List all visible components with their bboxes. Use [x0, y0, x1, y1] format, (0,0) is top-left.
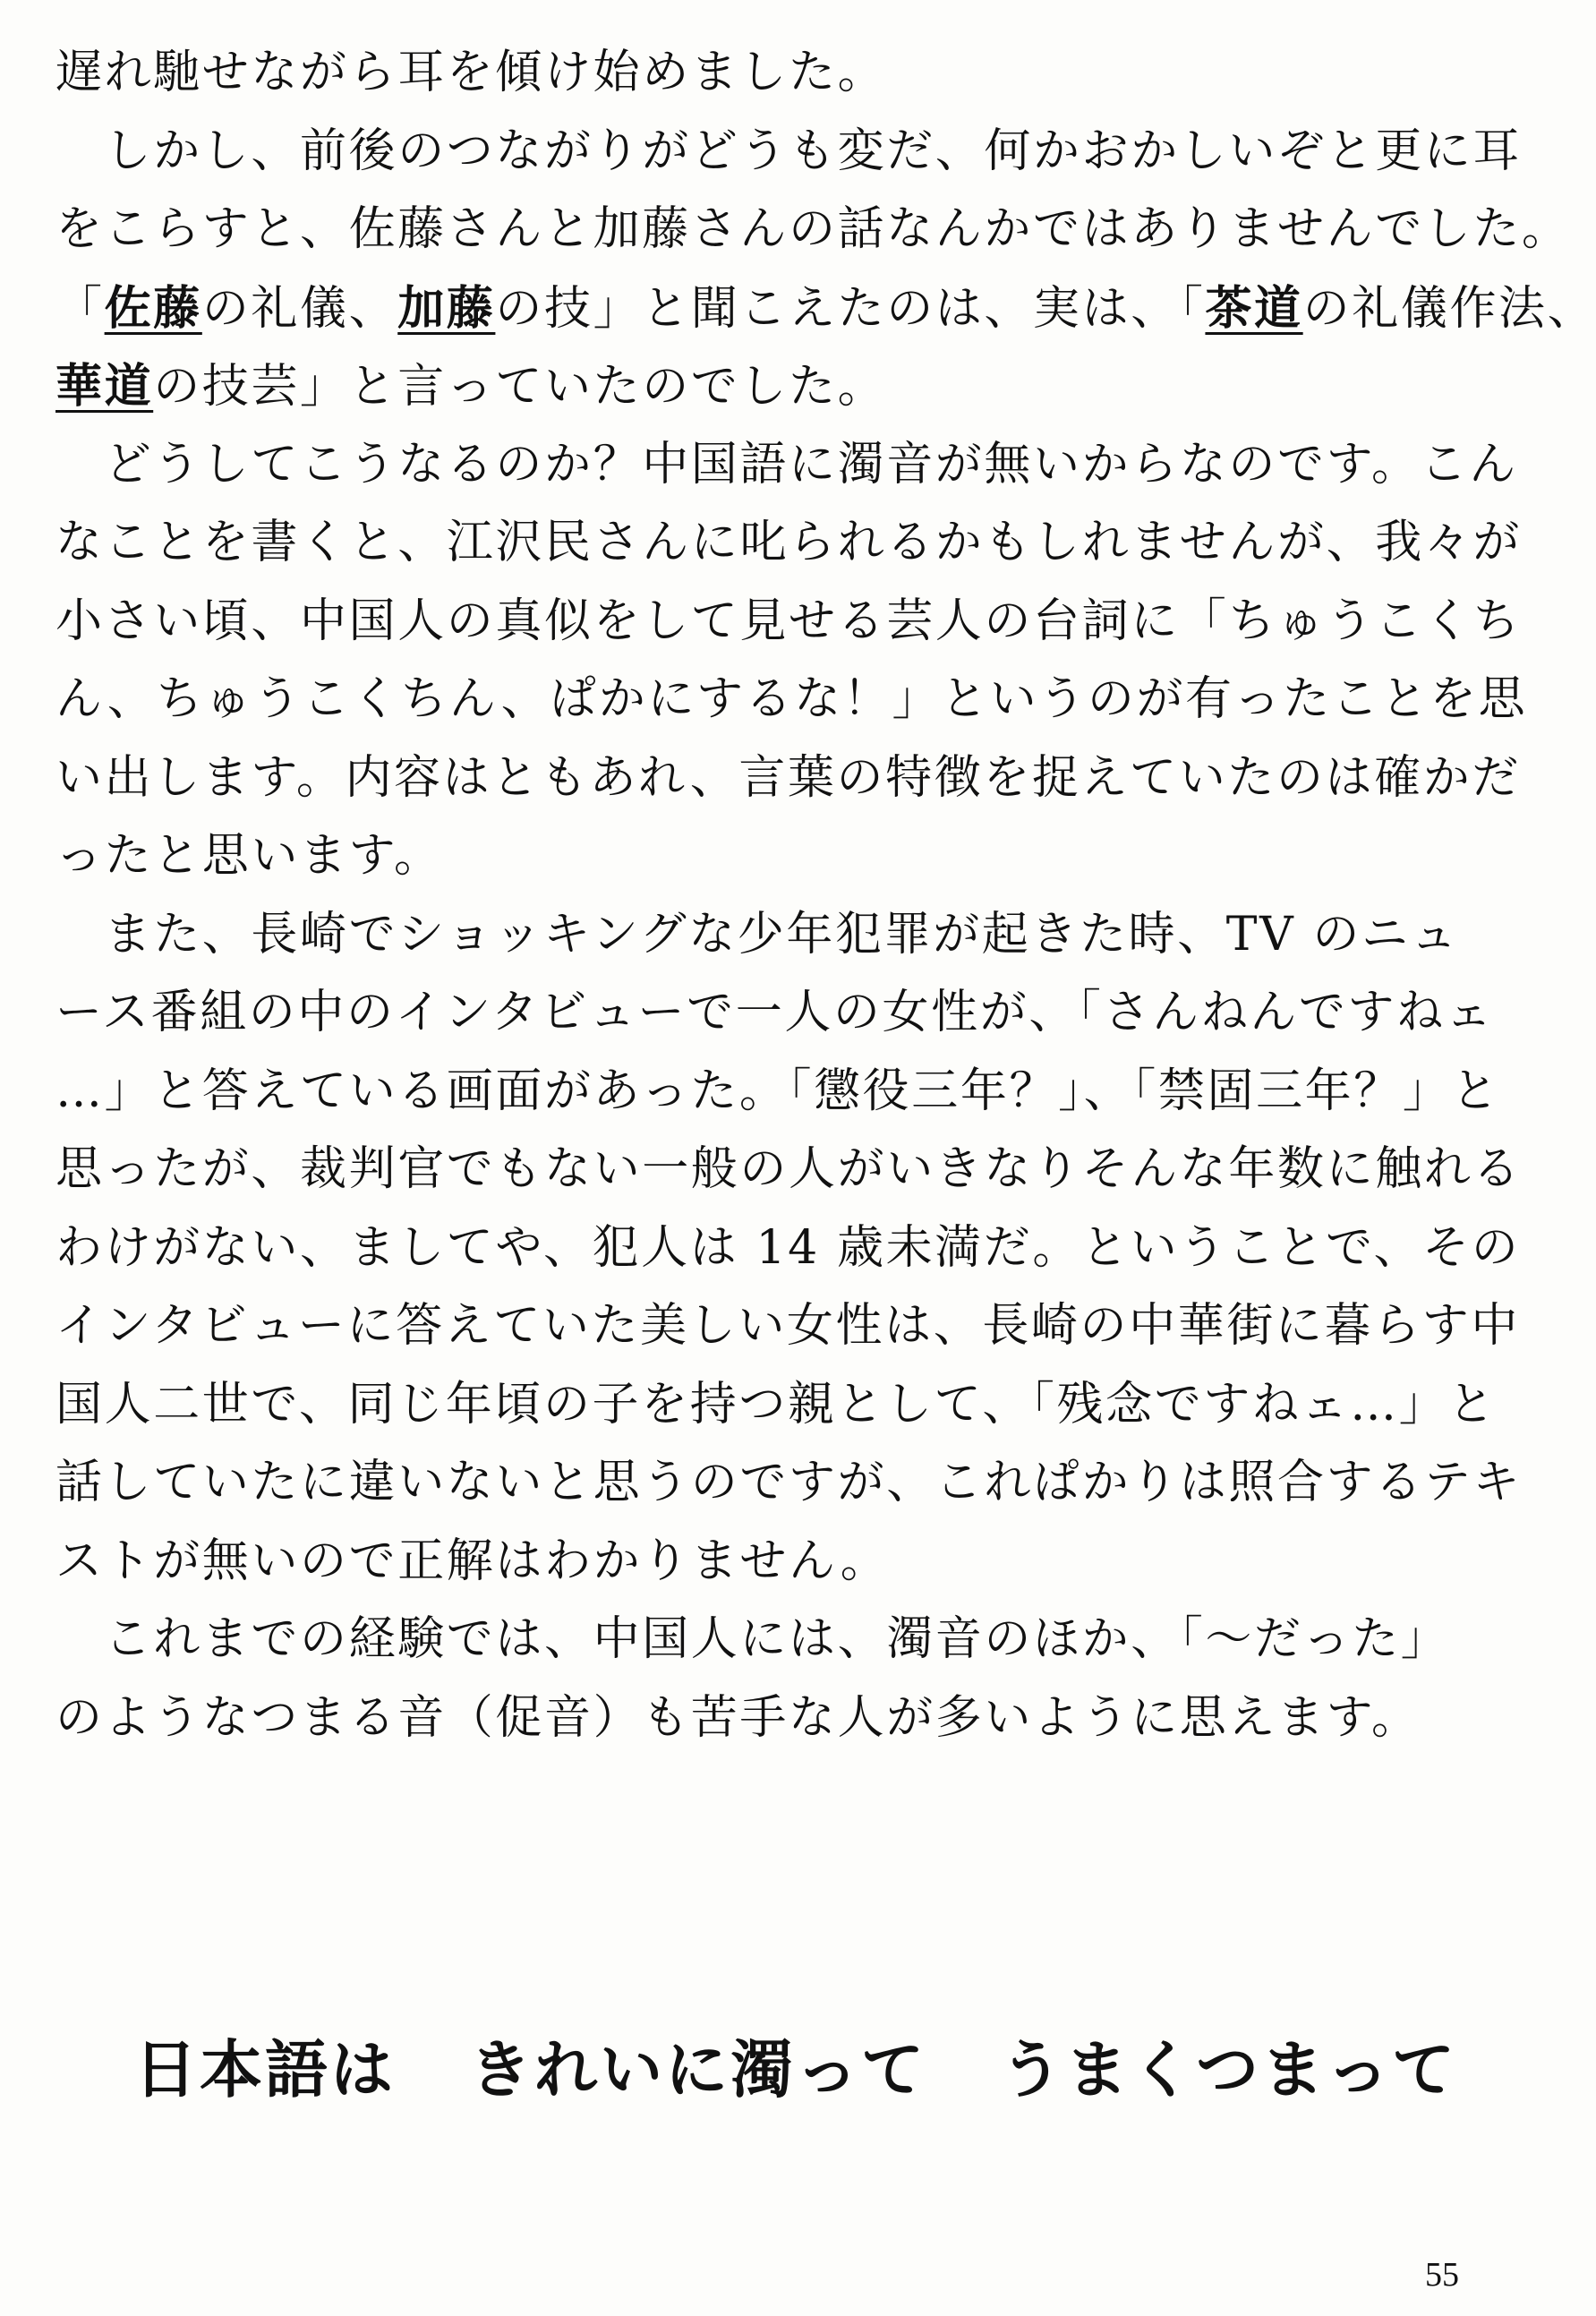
- text-line: をこらすと、佐藤さんと加藤さんの話なんかではありませんでした。: [55, 202, 1571, 256]
- text-line: 国人二世で、同じ年頃の子を持つ親として、「残念ですねェ…」と: [55, 1377, 1497, 1431]
- underlined-term-kato: 加藤: [397, 280, 496, 336]
- text-fragment: の技芸」と言っていたのでした。: [153, 360, 887, 414]
- text-line: ったと思います。: [55, 829, 443, 883]
- underlined-term-kado: 華道: [55, 359, 154, 414]
- text-line: また、長崎でショッキングな少年犯罪が起きた時、TV のニュ: [55, 907, 1460, 961]
- slogan-part: 日本語は: [134, 2033, 396, 2107]
- slogan-part: うまくつまって: [1000, 2033, 1457, 2107]
- text-line: 話していたに違いないと思うのですが、これぱかりは照合するテキ: [55, 1456, 1523, 1509]
- text-line: 遅れ馳せながら耳を傾け始めました。: [55, 46, 887, 99]
- text-line: のようなつまる音（促音）も苦手な人が多いように思えます。: [55, 1690, 1421, 1745]
- text-line: [55, 347, 1452, 426]
- text-fragment: 「: [55, 281, 105, 336]
- text-line: …」と答えている画面があった。「懲役三年？」、「禁固三年？」と: [55, 1064, 1501, 1118]
- text-line: しかし、前後のつながりがどうも変だ、何かおかしいぞと更に耳: [55, 124, 1523, 178]
- text-fragment: の技」と聞こえたのは、実は、「: [495, 281, 1206, 336]
- body-text: [55, 34, 1596, 1757]
- text-line: ストが無いので正解はわかりません。: [55, 1534, 890, 1588]
- text-line: [55, 269, 1596, 348]
- text-line: わけがない、ましてや、犯人は 14 歳未満だ。ということで、その: [55, 1220, 1521, 1275]
- text-line: 思ったが、裁判官でもない一般の人がいきなりそんな年数に触れる: [55, 1142, 1523, 1196]
- text-line: ん、ちゅうこくちん、ぱかにするな！」というのが有ったことを思: [55, 672, 1528, 726]
- text-fragment: の礼儀作法、: [1302, 281, 1596, 336]
- text-line: ース番組の中のインタビューで一人の女性が、「さんねんですねェ: [55, 986, 1495, 1039]
- text-line: 小さい頃、中国人の真似をして見せる芸人の台詞に「ちゅうこくち: [55, 594, 1523, 648]
- text-line: インタビューに答えていた美しい女性は、長崎の中華街に暮らす中: [55, 1299, 1520, 1353]
- text-fragment: の礼儀、: [201, 281, 398, 336]
- slogan-part: きれいに濁って: [469, 2033, 926, 2107]
- underlined-term-sado: 茶道: [1205, 280, 1303, 336]
- text-line: これまでの経験では、中国人には、濁音のほか、「〜だった」: [55, 1612, 1450, 1666]
- text-line: なことを書くと、江沢民さんに叱られるかもしれませんが、我々が: [55, 516, 1523, 569]
- text-line: どうしてこうなるのか？中国語に濁音が無いからなのです。こん: [55, 437, 1518, 491]
- text-line: い出します。内容はともあれ、言葉の特徴を捉えていたのは確かだ: [55, 750, 1521, 805]
- page-number: 55: [1425, 2256, 1459, 2294]
- slogan-heading: [134, 2025, 1457, 2115]
- underlined-term-sato: 佐藤: [104, 280, 202, 336]
